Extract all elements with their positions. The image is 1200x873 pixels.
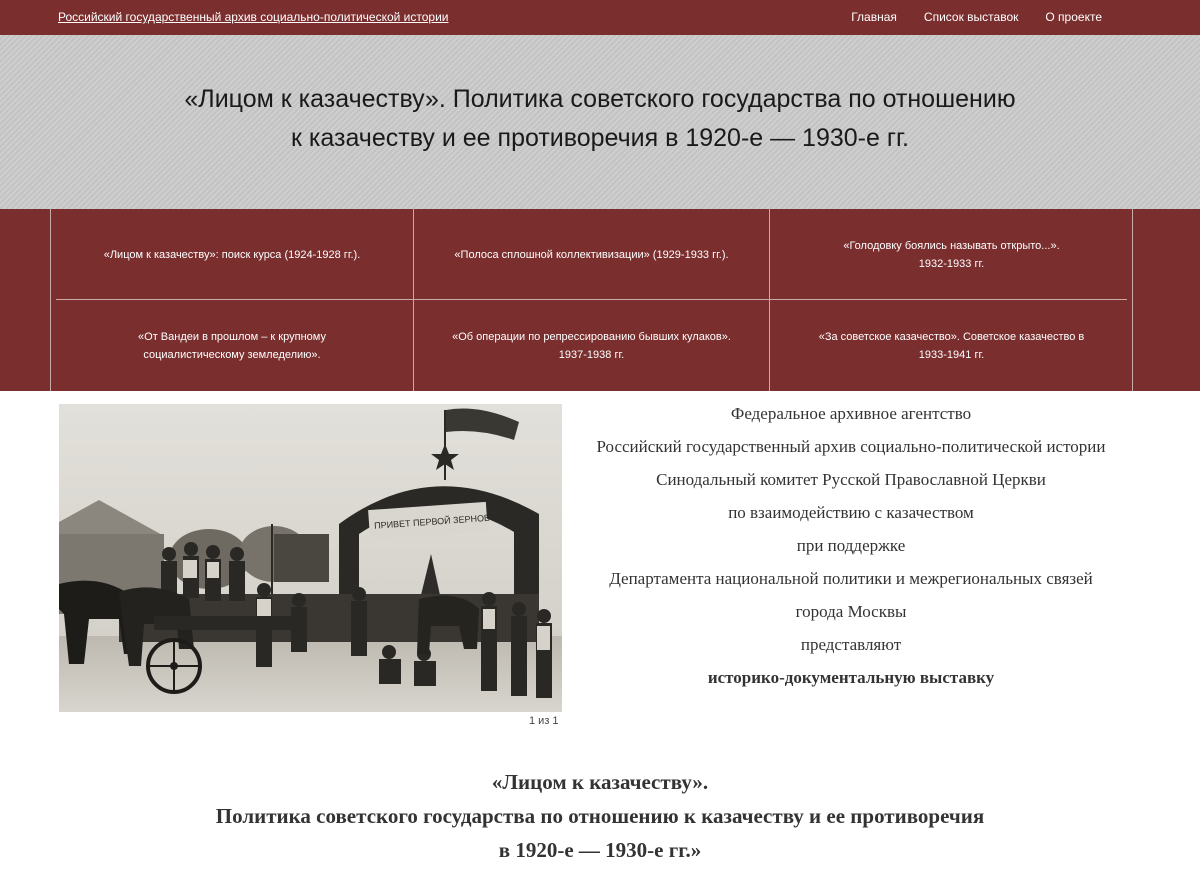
exhibition-title-line-1: «Лицом к казачеству». [491,770,709,794]
intro-line: Департамента национальной политики и межрегиональных связей [609,569,1093,588]
section-link-text: социалистическому земледелию». [143,348,321,361]
intro-line: Федеральное архивное агентство [730,404,972,423]
section-link-1[interactable] [51,209,413,300]
top-bar [0,0,1200,35]
section-link-text: 1932-1933 гг. [918,257,985,270]
intro-line: по взаимодействию с казачеством [728,503,974,522]
hero-banner [0,35,1200,209]
page-title [120,80,1080,158]
exhibition-title-line-3: в 1920-е — 1930-е гг.» [498,838,702,862]
section-link-3[interactable] [770,209,1133,300]
sections-grid [50,209,1133,391]
section-link-5[interactable] [414,300,769,391]
exhibition-title [0,765,1200,867]
section-link-text: «Полоса сплошной коллективизации» (1929-1933 гг.). [454,248,729,261]
intro-line: представляют [800,635,902,654]
section-link-6[interactable] [770,300,1133,391]
section-link-4[interactable] [51,300,413,391]
section-link-text: 1933-1941 гг. [918,348,985,361]
section-link-text: «Голодовку боялись называть открыто...». [843,239,1060,252]
section-link-2[interactable] [414,209,769,300]
page-title-line-1: «Лицом к казачеству». Политика советского государства по отношению [184,85,1016,113]
exhibition-title-line-2: Политика советского государства по отношению к казачеству и ее противоречия [215,804,985,828]
site-title-link[interactable]: Российский государственный архив социально-политической истории [58,10,449,24]
intro-line: при поддержке [796,536,906,555]
slideshow-counter: 1 из 1 [529,715,559,727]
historical-photo [59,404,562,712]
sections-menu [0,209,1200,391]
intro-text [580,403,1122,700]
intro-line: города Москвы [795,602,907,621]
nav-home[interactable]: Главная [851,10,897,24]
section-link-text: «Об операции по репрессированию бывших кулаков». [452,330,731,343]
slideshow-image[interactable] [59,404,562,712]
intro-line: Российский государственный архив социально-политической истории [596,437,1106,456]
nav-exhibitions-list[interactable]: Список выставок [923,10,1019,24]
nav-about[interactable]: О проекте [1045,10,1102,24]
section-link-text: «От Вандеи в прошлом – к крупному [138,330,326,343]
top-nav [851,10,1102,24]
section-link-text: «Лицом к казачеству»: поиск курса (1924-1928 гг.). [103,248,361,261]
section-link-text: 1937-1938 гг. [558,348,625,361]
page-title-line-2: к казачеству и ее противоречия в 1920-е — 1930-е гг. [291,124,909,152]
intro-line-emphasis: историко-документальную выставку [707,668,995,687]
intro-line: Синодальный комитет Русской Православной Церкви [656,470,1046,489]
photo-banner-text: ПРИВЕТ ПЕРВОЙ ЗЕРНОВОЙ [373,511,504,531]
section-link-text: «За советское казачество». Советское казачество в [818,330,1085,343]
